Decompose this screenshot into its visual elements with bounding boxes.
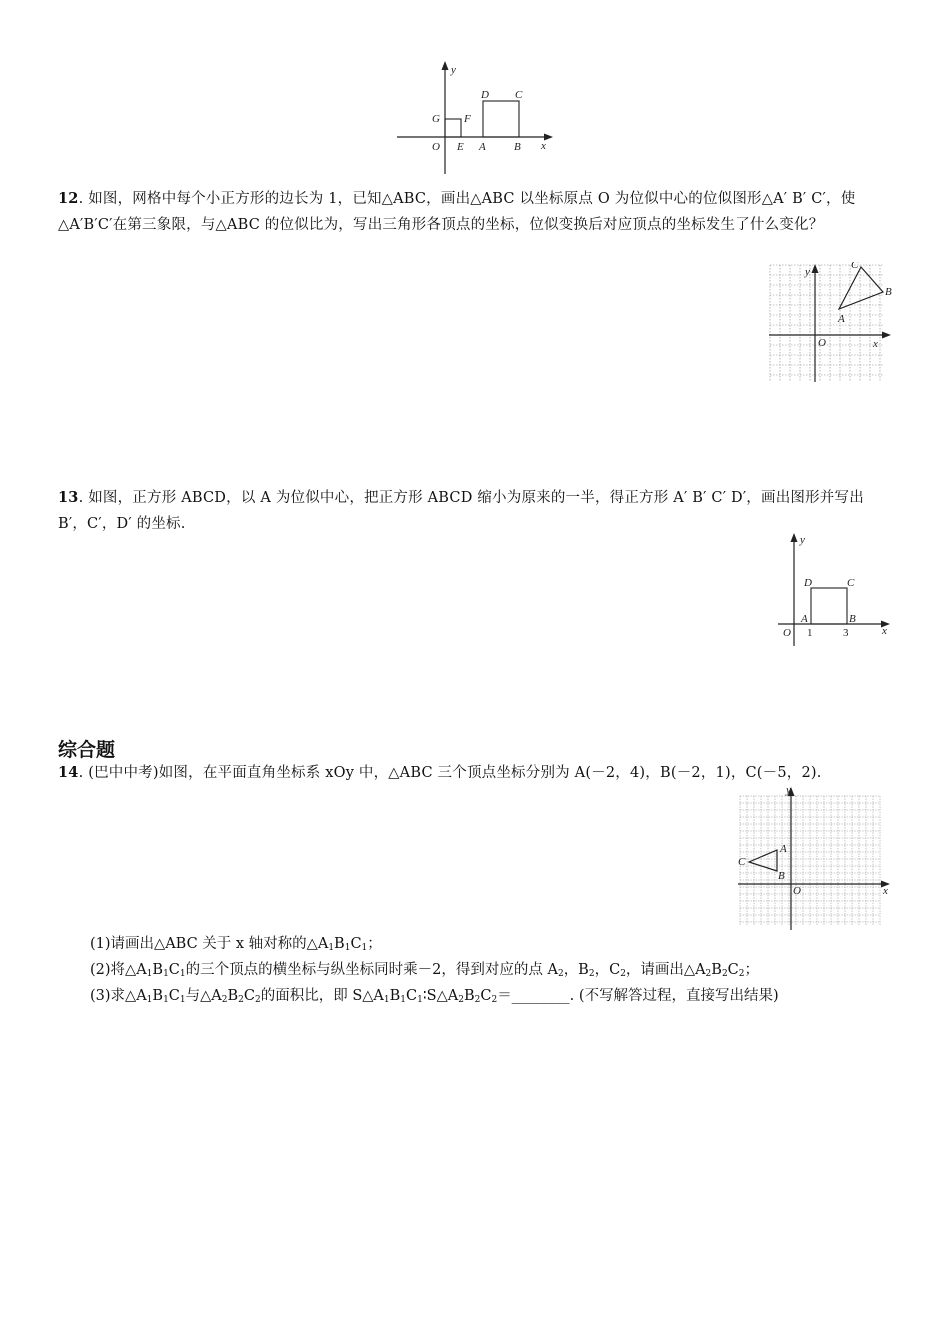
point-C-label: C (738, 856, 746, 868)
subscript: 2 (238, 995, 244, 1005)
point-A-label: A (801, 613, 808, 625)
origin-label: O (432, 141, 440, 153)
subscript: 1 (179, 995, 186, 1005)
subscript: 1 (383, 995, 390, 1005)
y-axis-label: y (451, 64, 456, 76)
sub-question-2 (90, 959, 759, 985)
section-heading: 综合题 (58, 739, 116, 761)
subscript: 1 (361, 943, 368, 953)
text: B (711, 962, 722, 978)
subscript: 1 (146, 995, 153, 1005)
text: C (727, 962, 739, 978)
text: (2)将△A (90, 962, 147, 978)
origin-label: O (783, 627, 791, 639)
subscript: 2 (588, 969, 595, 979)
sub-question-3 (90, 985, 779, 1011)
subscript: 2 (458, 995, 464, 1005)
subscript: 1 (163, 969, 169, 979)
question-text: . 如图，网格中每个小正方形的边长为 1，已知△ABC，画出△ABC 以坐标原点 O 为位似中心的位似图形△A′ B′ C′，使△A′B′C′在第三象限，与△ABC 的位似比为，写出三角形各顶点的坐标，位似变换后对应顶点的坐标发生了什么变化？ (58, 191, 856, 233)
text: B (152, 988, 164, 1004)
text: B (152, 962, 164, 978)
text: ，请画出△A (625, 962, 706, 978)
text: 的面积比，即 S△A (260, 988, 384, 1004)
question-number: 14 (58, 764, 79, 781)
question-number: 13 (58, 489, 79, 506)
question-13 (58, 485, 894, 537)
subscript: 2 (738, 969, 745, 979)
text: ，C (594, 962, 621, 978)
point-D-label: D (481, 89, 489, 101)
subscript: 2 (255, 995, 261, 1005)
text: B (463, 988, 475, 1004)
question-14 (58, 760, 894, 786)
y-axis-label: y (805, 266, 810, 278)
tick-label-3: 3 (843, 627, 849, 639)
point-A-label: A (838, 313, 845, 325)
text: C (243, 988, 255, 1004)
text: 的三个顶点的横坐标与纵坐标同时乘－2，得到对应的点 A (185, 962, 558, 978)
point-B-label: B (849, 613, 856, 625)
text: (3)求△A (90, 988, 147, 1004)
subscript: 2 (620, 969, 626, 979)
text: B (389, 988, 401, 1004)
y-axis-label: y (786, 784, 791, 796)
question-text: . (巴中中考)如图，在平面直角坐标系 xOy 中，△ABC 三个顶点坐标分别为 A(－2，4)，B(－2，1)，C(－5，2). (78, 765, 822, 781)
subscript: 2 (557, 969, 564, 979)
text: B (227, 988, 239, 1004)
text: ； (367, 936, 382, 952)
subscript: 1 (344, 943, 351, 953)
subscript: 2 (721, 969, 728, 979)
point-A-label: A (479, 141, 486, 153)
subscript: 2 (474, 995, 481, 1005)
text: C (350, 936, 362, 952)
subscript: 1 (400, 995, 407, 1005)
origin-label: O (793, 885, 801, 897)
text: ＝________. (不写解答过程，直接写出结果) (497, 988, 779, 1004)
text: C (480, 988, 492, 1004)
text: ∶S△A (422, 988, 459, 1004)
point-B-label: B (514, 141, 521, 153)
figure-grid-triangle-q12 (767, 262, 897, 384)
subscript: 1 (146, 969, 153, 979)
point-E-label: E (457, 141, 464, 153)
text: 与△A (185, 988, 222, 1004)
origin-label: O (818, 337, 826, 349)
y-axis-label: y (800, 534, 805, 546)
x-axis-label: x (883, 885, 888, 897)
point-C-label: C (515, 89, 523, 101)
x-axis-label: x (541, 140, 546, 152)
text: C (168, 962, 180, 978)
question-number: 12 (58, 190, 79, 207)
figure-squares-on-axis (395, 58, 560, 176)
figure-grid-triangle-q14 (736, 784, 896, 934)
text: ； (744, 962, 760, 978)
x-axis-label: x (873, 338, 878, 350)
subscript: 2 (705, 969, 712, 979)
text: C (406, 988, 418, 1004)
text: B (334, 936, 345, 952)
subscript: 1 (417, 995, 423, 1005)
subscript: 1 (163, 995, 169, 1005)
question-text: . 如图，正方形 ABCD，以 A 为位似中心，把正方形 ABCD 缩小为原来的一半，得正方形 A′ B′ C′ D′，画出图形并写出 B′，C′，D′ 的坐标. (58, 490, 864, 532)
x-axis-label: x (882, 625, 887, 637)
sub-question-1 (90, 933, 382, 959)
tick-label-1: 1 (807, 627, 813, 639)
point-F-label: F (464, 113, 471, 125)
point-B-label: B (778, 870, 785, 882)
question-12 (58, 186, 894, 238)
point-D-label: D (804, 577, 812, 589)
figure-square-abcd (776, 530, 894, 648)
point-B-label: B (885, 286, 892, 298)
text: ，B (563, 962, 589, 978)
text: C (168, 988, 180, 1004)
subscript: 2 (491, 995, 498, 1005)
point-C-label: C (847, 577, 855, 589)
point-G-label: G (432, 113, 440, 125)
text: (1)请画出△ABC 关于 x 轴对称的△A (90, 936, 329, 952)
subscript: 1 (328, 943, 335, 953)
point-A-label: A (780, 843, 787, 855)
subscript: 2 (221, 995, 228, 1005)
subscript: 1 (179, 969, 186, 979)
point-C-label: C (851, 262, 859, 271)
